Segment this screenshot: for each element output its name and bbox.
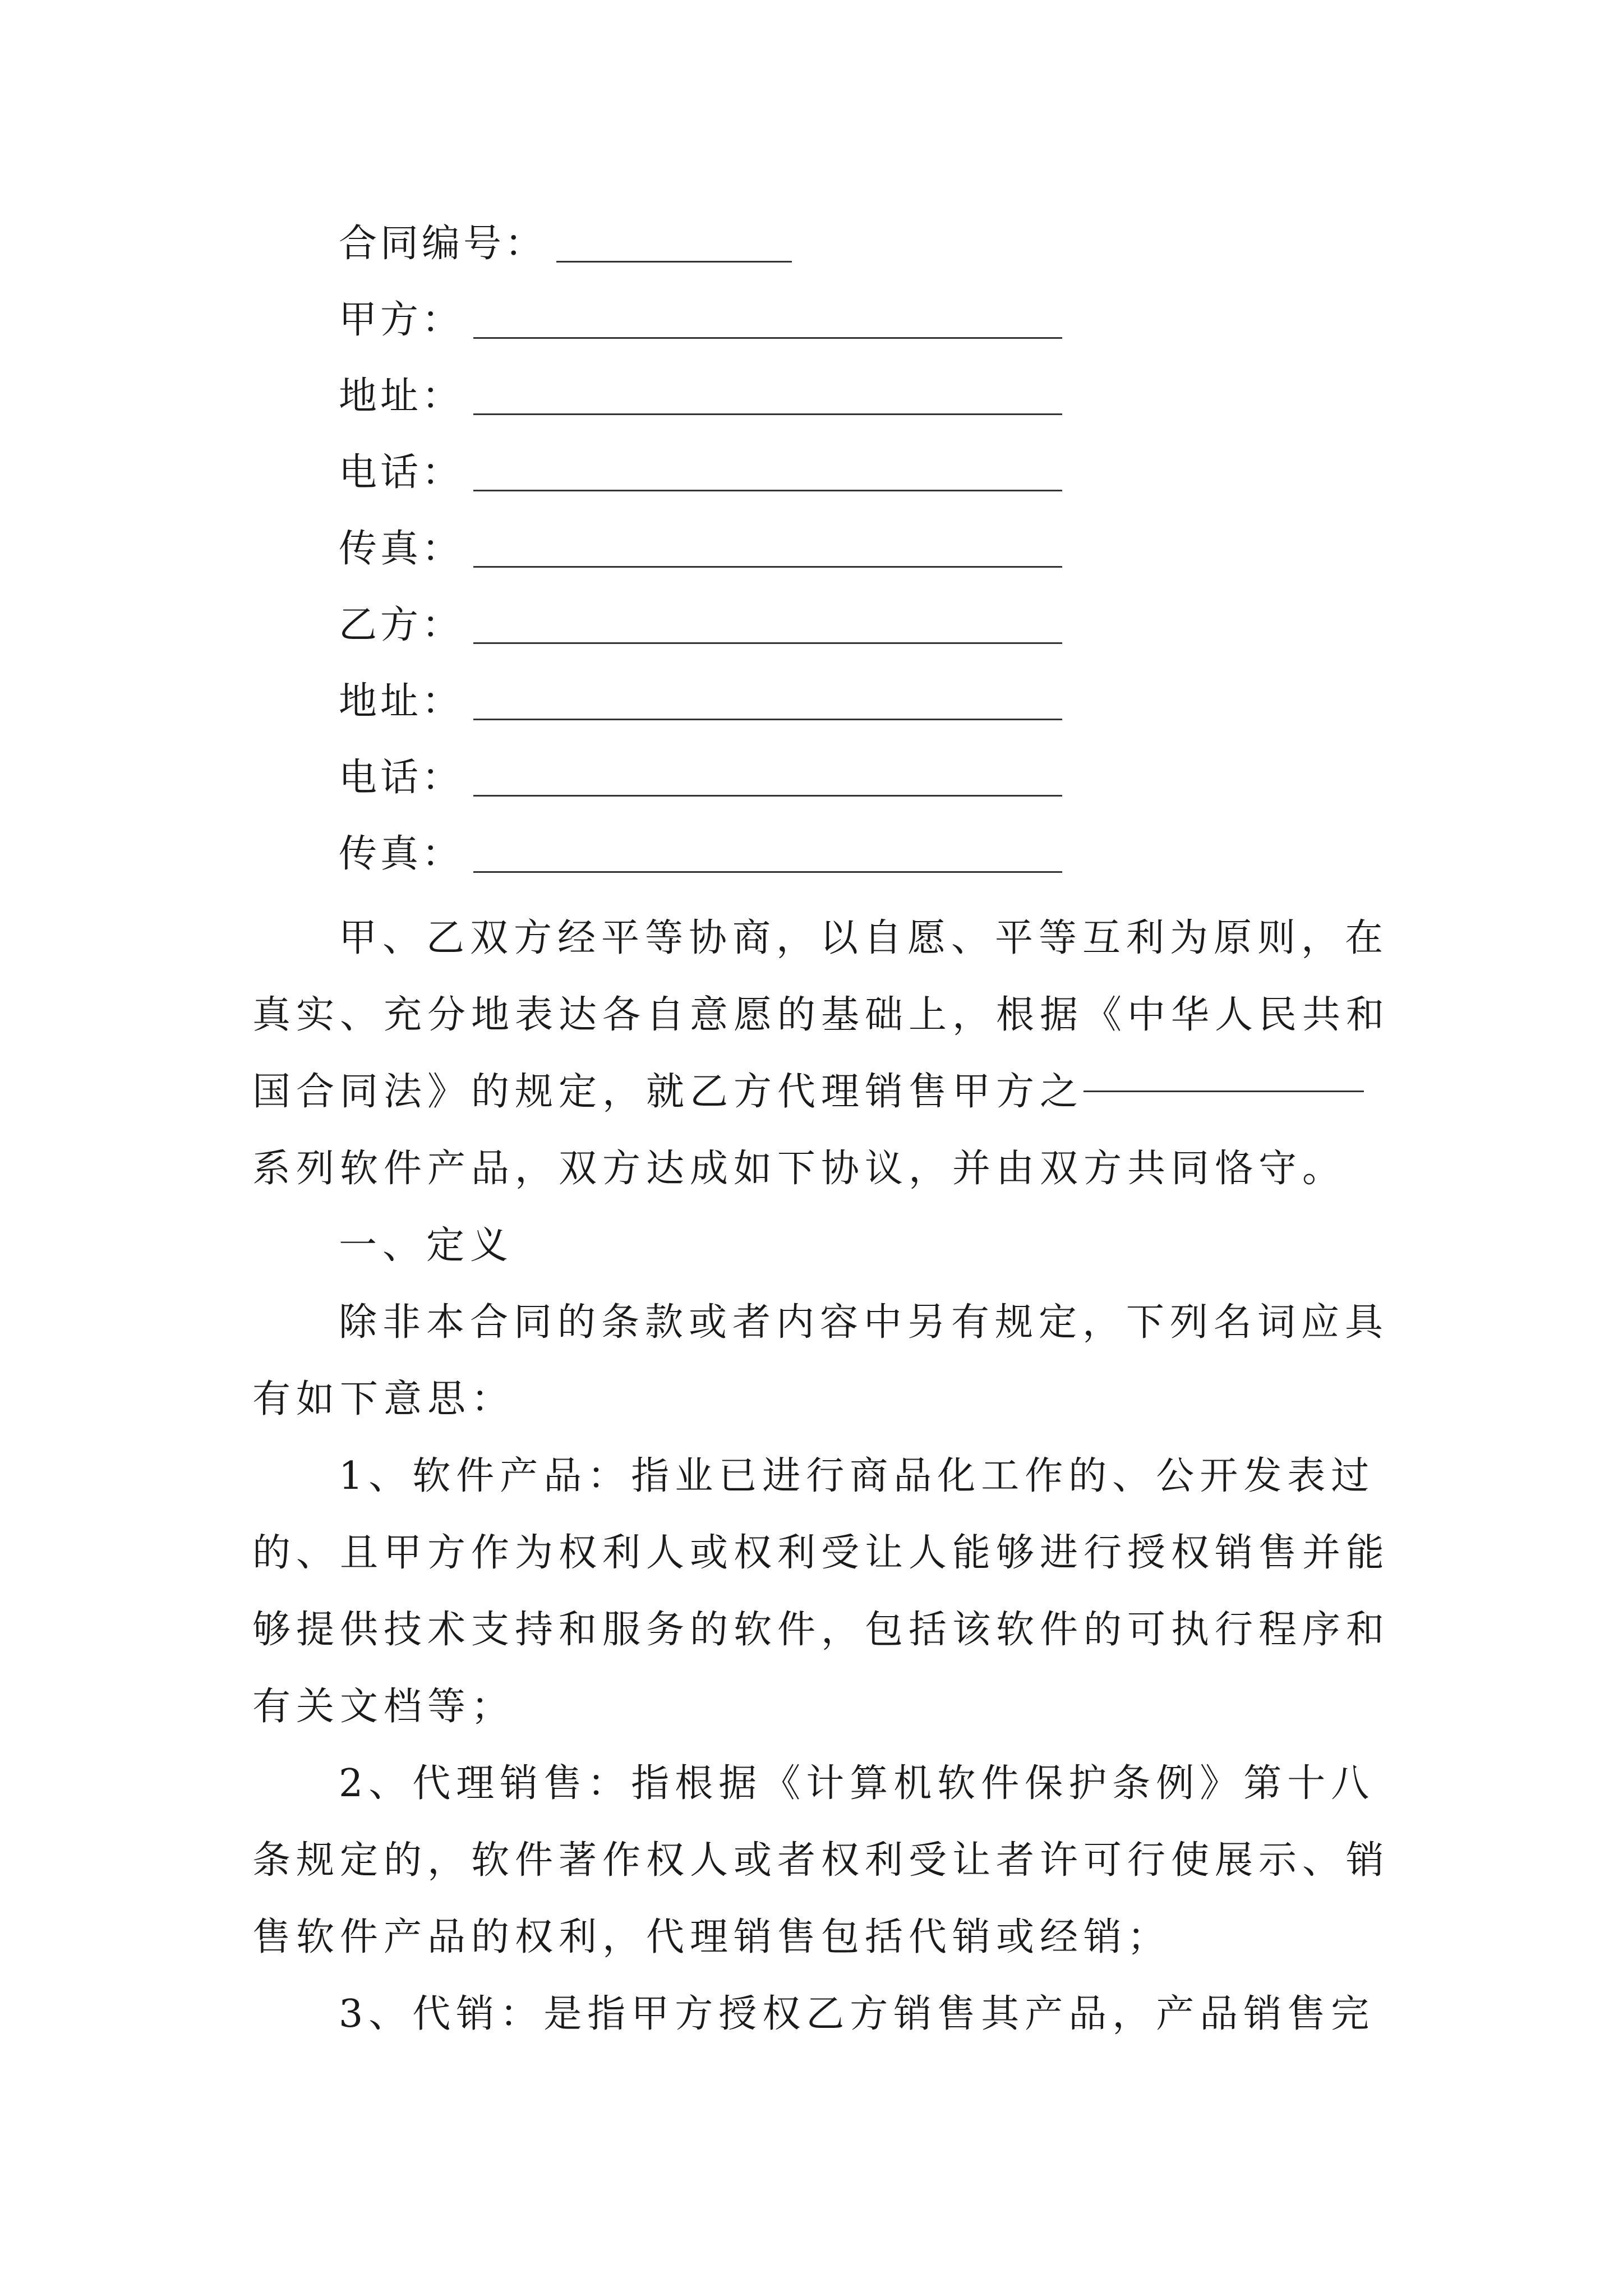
- party-a-label: 甲方：: [339, 298, 464, 342]
- preamble-line-3: [252, 1053, 1380, 1130]
- party-a-address-field: [339, 366, 1062, 427]
- preamble-line-1: 甲、乙双方经平等协商，以自愿、平等互利为原则，在: [339, 916, 1389, 960]
- party-a-phone-label: 电话：: [339, 450, 464, 495]
- party-b-phone-label: 电话：: [339, 756, 464, 800]
- party-a-address-label: 地址：: [339, 374, 464, 418]
- party-a-address-blank: [473, 413, 1062, 415]
- party-b-address-field: [339, 671, 1062, 733]
- party-b-fax-blank: [473, 871, 1062, 873]
- contract-number-field: [339, 213, 792, 275]
- party-b-address-blank: [473, 719, 1062, 720]
- preamble-line-2: 真实、充分地表达各自意愿的基础上，根据《中华人民共和: [252, 993, 1390, 1037]
- party-a-phone-field: [339, 442, 1062, 504]
- party-a-fax-blank: [473, 566, 1062, 568]
- party-b-label: 乙方：: [339, 603, 464, 647]
- item-1-line-3: 够提供技术支持和服务的软件，包括该软件的可执行程序和: [252, 1608, 1390, 1652]
- party-b-fax-label: 传真：: [339, 832, 464, 876]
- product-name-blank: [1083, 1091, 1364, 1092]
- preamble-line-4: 系列软件产品，双方达成如下协议，并由双方共同恪守。: [252, 1147, 1347, 1191]
- item-2-line-3: 售软件产品的权利，代理销售包括代销或经销；: [252, 1915, 1172, 1959]
- item-2-line-1: 2、代理销售：指根据《计算机软件保护条例》第十八: [339, 1761, 1375, 1806]
- party-a-blank: [473, 337, 1062, 339]
- section-1-intro-line-2: 有如下意思：: [252, 1377, 515, 1421]
- party-b-fax-field: [339, 823, 1062, 885]
- party-a-fax-field: [339, 518, 1062, 580]
- contract-number-blank: [556, 261, 792, 263]
- item-1-line-2: 的、且甲方作为权利人或权利受让人能够进行授权销售并能: [252, 1531, 1390, 1575]
- party-b-field: [339, 595, 1062, 656]
- item-3-line-1: 3、代销：是指甲方授权乙方销售其产品，产品销售完: [339, 1992, 1375, 2036]
- preamble-line-3-text: 国合同法》的规定，就乙方代理销售甲方之: [252, 1070, 1084, 1114]
- party-b-phone-field: [339, 747, 1062, 809]
- section-1-intro-line-1: 除非本合同的条款或者内容中另有规定，下列名词应具: [339, 1300, 1389, 1345]
- party-a-field: [339, 289, 1062, 351]
- party-a-fax-label: 传真：: [339, 527, 464, 571]
- contract-number-label: 合同编号：: [339, 222, 547, 266]
- item-2-line-2: 条规定的，软件著作权人或者权利受让者许可行使展示、销: [252, 1838, 1390, 1883]
- party-b-blank: [473, 642, 1062, 644]
- party-a-phone-blank: [473, 490, 1062, 491]
- party-b-phone-blank: [473, 795, 1062, 797]
- section-1-heading: 一、定义: [339, 1223, 514, 1268]
- item-1-line-4: 有关文档等；: [252, 1685, 515, 1729]
- party-b-address-label: 地址：: [339, 679, 464, 724]
- item-1-line-1: 1、软件产品：指业已进行商品化工作的、公开发表过: [339, 1454, 1375, 1498]
